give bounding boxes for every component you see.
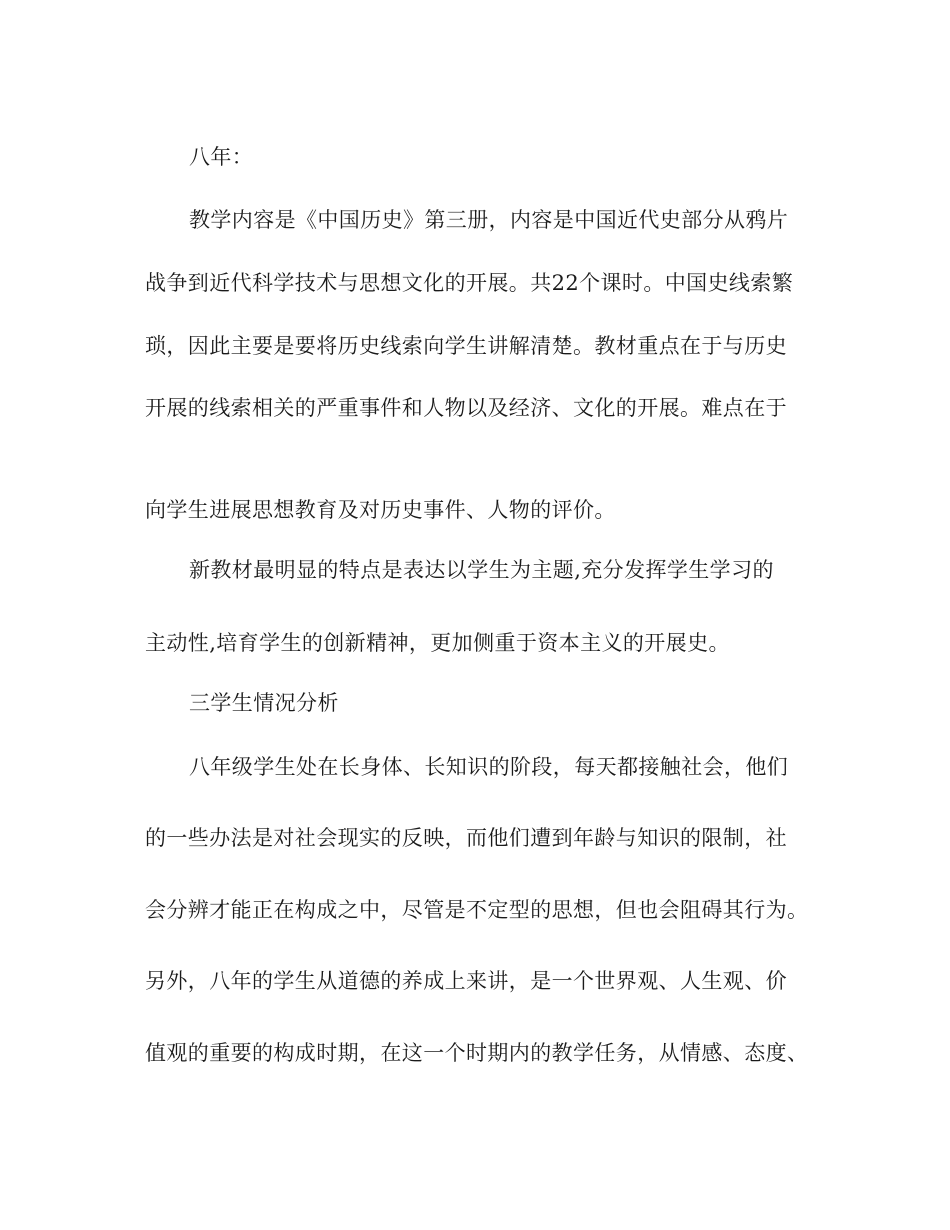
paragraph-line: 的一些办法是对社会现实的反映，而他们遭到年龄与知识的限制，社 xyxy=(145,826,787,850)
paragraph-line: 教学内容是《中国历史》第三册，内容是中国近代史部分从鸦片 xyxy=(189,208,789,232)
paragraph-line: 向学生进展思想教育及对历史事件、人物的评价。 xyxy=(145,498,616,522)
paragraph-line: 主动性,培育学生的创新精神，更加侧重于资本主义的开展史。 xyxy=(145,631,730,655)
paragraph-line: 另外，八年的学生从道德的养成上来讲，是一个世界观、人生观、价 xyxy=(145,969,787,993)
paragraph-heading-line: 八年： xyxy=(189,145,254,169)
paragraph-line: 琐，因此主要是要将历史线索向学生讲解清楚。教材重点在于与历史 xyxy=(145,334,787,358)
section-heading: 三学生情况分析 xyxy=(189,691,339,715)
paragraph-line: 会分辨才能正在构成之中，尽管是不定型的思想，但也会阻碍其行为。 xyxy=(145,898,809,922)
paragraph-line: 开展的线索相关的严重事件和人物以及经济、文化的开展。难点在于 xyxy=(145,396,787,420)
paragraph-line: 新教材最明显的特点是表达以学生为主题,充分发挥学生学习的 xyxy=(189,558,774,582)
paragraph-line: 值观的重要的构成时期，在这一个时期内的教学任务，从情感、态度、 xyxy=(145,1041,809,1065)
paragraph-line: 战争到近代科学技术与思想文化的开展。共22个课时。中国史线索繁 xyxy=(145,271,794,295)
paragraph-line: 八年级学生处在长身体、长知识的阶段，每天都接触社会，他们 xyxy=(189,755,789,779)
